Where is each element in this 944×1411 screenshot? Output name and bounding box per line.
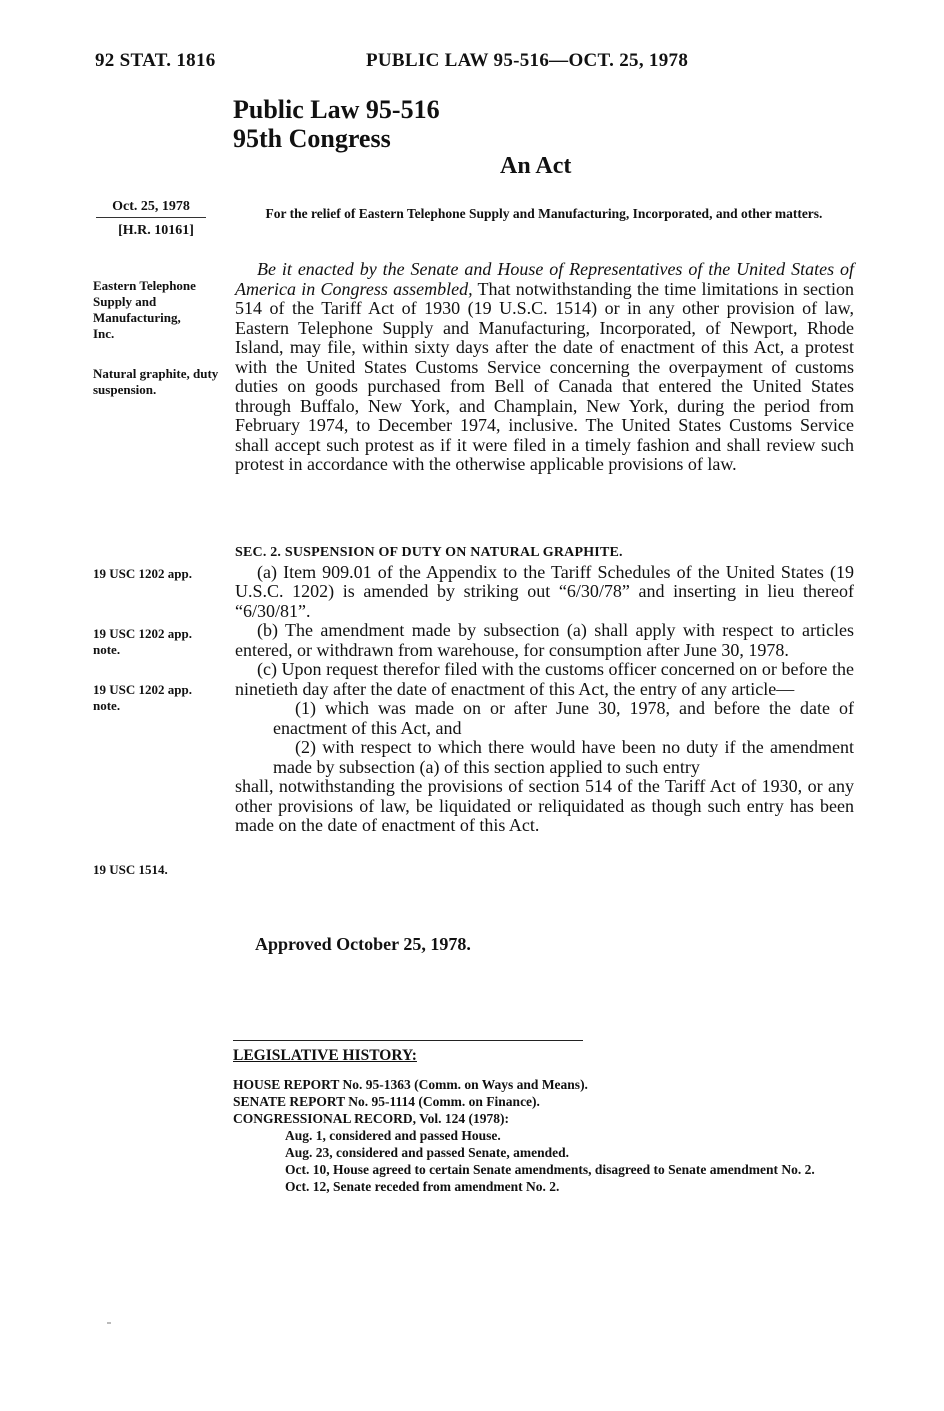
scan-speck (107, 1322, 111, 1324)
margin-note-graphite: Natural graphite, duty suspension. (93, 366, 219, 397)
act-purpose: For the relief of Eastern Telephone Supply and Manufacturing, Incorporated, and other matters. (265, 206, 823, 221)
section-2-b: (b) The amendment made by subsection (a) shall apply with respect to articles entered, or withdrawn from warehouse, for consumption after June 30, 1978. (235, 620, 854, 660)
running-header: PUBLIC LAW 95-516—OCT. 25, 1978 (366, 50, 689, 71)
section-2-heading: SEC. 2. SUSPENSION OF DUTY ON NATURAL GRAPHITE. (235, 545, 623, 560)
enactment-date: Oct. 25, 1978 (96, 198, 206, 218)
enacting-clause (235, 260, 854, 475)
history-event: Oct. 10, House agreed to certain Senate amendments, disagreed to Senate amendment No. 2. (285, 1162, 815, 1177)
legislative-history-list (233, 1076, 853, 1195)
section-1-text: That notwithstanding the time limitations in section 514 of the Tariff Act of 1930 (19 U.S.C. 1514) or in any other provision of law, Eastern Telephone Supply and Manufacturing, Incorporated, of Newport, Rhode Island, may file, within sixty days after the date of enactment of this Act, a protest with the United States Customs Service concerning the overpayment of customs duties on goods purchased from Bell of Canada that entered the United States through Buffalo, New York, and Champlain, New York, during the period from February 1974, to December 1974, inclusive. The United States Customs Service shall accept such protest as if it were filed in a timely fashion and shall review such protest in accordance with the otherwise applicable provisions of law. (235, 278, 854, 474)
margin-cite-1514: 19 USC 1514. (93, 862, 168, 877)
congressional-record: CONGRESSIONAL RECORD, Vol. 124 (1978): (233, 1111, 510, 1126)
bill-number: [H.R. 10161] (118, 223, 194, 238)
history-event: Aug. 1, considered and passed House. (285, 1128, 501, 1143)
law-title-block (233, 95, 440, 153)
congress-number: 95th Congress (233, 124, 391, 153)
house-report: HOUSE REPORT No. 95-1363 (Comm. on Ways and Means). (233, 1077, 588, 1092)
history-event: Aug. 23, considered and passed Senate, amended. (285, 1145, 570, 1160)
law-number: Public Law 95-516 (233, 95, 440, 124)
margin-cite-1202-note-c: 19 USC 1202 app. note. (93, 682, 192, 713)
divider-rule (233, 1040, 583, 1041)
page-stat-citation: 92 STAT. 1816 (95, 50, 216, 71)
margin-note-eastern-telephone: Eastern Telephone Supply and Manufacturing, Inc. (93, 278, 196, 341)
section-2-c-conclusion: shall, notwithstanding the provisions of section 514 of the Tariff Act of 1930, or any other provisions of law, be liquidated or reliquidated as though such entry has been made on the date of enactment of this Act. (235, 776, 854, 835)
section-2-a: (a) Item 909.01 of the Appendix to the Tariff Schedules of the United States (19 U.S.C. 1202) is amended by striking out “6/30/78” and inserting in lieu thereof “6/30/81”. (235, 561, 854, 621)
approval-date: Approved October 25, 1978. (255, 934, 471, 954)
section-2 (235, 543, 854, 836)
section-2-c-2: (2) with respect to which there would have been no duty if the amendment made by subsection (a) of this section applied to such entry (273, 737, 854, 777)
margin-cite-1202-app: 19 USC 1202 app. (93, 566, 192, 581)
legislative-history-heading: LEGISLATIVE HISTORY: (233, 1047, 417, 1064)
history-event: Oct. 12, Senate receded from amendment No. 2. (285, 1179, 560, 1194)
section-2-c: (c) Upon request therefor filed with the customs officer concerned on or before the ninetieth day after the date of enactment of this Act, the entry of any article— (235, 659, 854, 699)
senate-report: SENATE REPORT No. 95-1114 (Comm. on Finance). (233, 1094, 540, 1109)
enacting-formula: Be it enacted by the Senate and House of Representatives of the United States of America in Congress assembled, (235, 259, 854, 299)
margin-date-block (96, 198, 216, 240)
section-2-c-1: (1) which was made on or after June 30, 1978, and before the date of enactment of this Act, and (273, 698, 854, 738)
act-title: An Act (500, 153, 572, 179)
margin-cite-1202-note-b: 19 USC 1202 app. note. (93, 626, 192, 657)
